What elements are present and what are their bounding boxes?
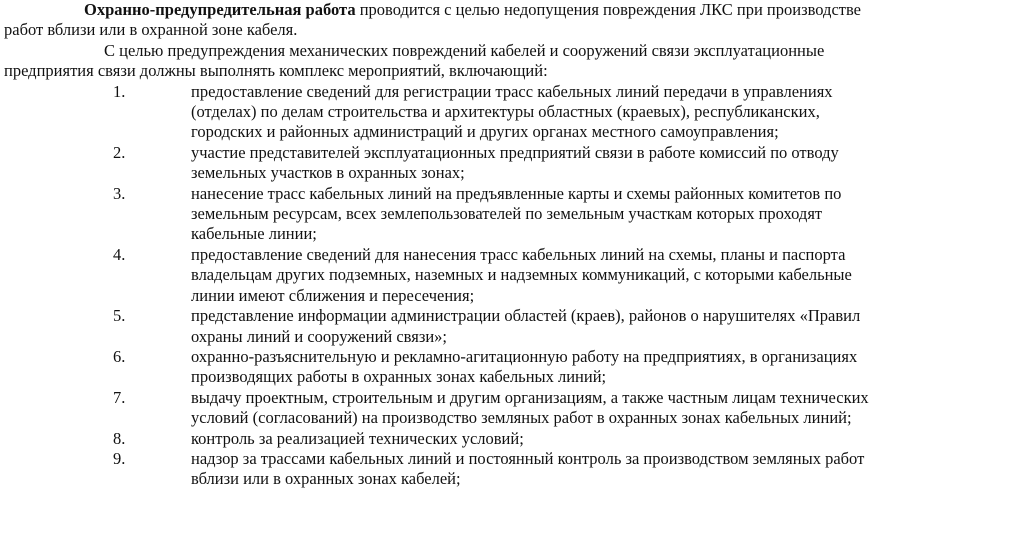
list-item-number: 8. <box>113 428 126 448</box>
intro-paragraph <box>0 0 1012 41</box>
list-item-line: земельным ресурсам, всех землепользователей по земельным участкам которых проходят <box>191 204 823 224</box>
list-item-line: вблизи или в охранных зонах кабелей; <box>191 469 461 489</box>
list-item-line: контроль за реализацией технических условий; <box>191 428 524 448</box>
list-item-text <box>191 306 1012 347</box>
list-item-line: кабельные линии; <box>191 224 317 244</box>
list-item-line: линии имеют сближения и пересечения; <box>191 285 475 305</box>
intro-line-1 <box>4 0 1012 20</box>
list-item-text <box>191 449 1012 490</box>
list-item-number: 2. <box>113 142 126 162</box>
list-item <box>0 347 1012 388</box>
intro-line-2: работ вблизи или в охранной зоне кабеля. <box>4 20 298 40</box>
measures-line-1: С целью предупреждения механических повреждений кабелей и сооружений связи эксплуатационные <box>104 40 825 60</box>
list-item-line: представление информации администрации областей (краев), районов о нарушителях «Правил <box>191 306 861 326</box>
intro-line-1-rest: проводится с целью недопущения повреждения ЛКС при производстве <box>355 0 862 19</box>
list-item-line: предоставление сведений для регистрации трасс кабельных линий передачи в управлениях <box>191 81 833 101</box>
list-item-text <box>191 388 1012 429</box>
list-item-number: 5. <box>113 306 126 326</box>
list-item <box>0 143 1012 184</box>
list-item-line: предоставление сведений для нанесения трасс кабельных линий на схемы, планы и паспорта <box>191 244 846 264</box>
list-item-text <box>191 82 1012 143</box>
list-item-line: охранно-разъяснительную и рекламно-агитационную работу на предприятиях, в организациях <box>191 346 858 366</box>
list-item-text <box>191 429 1012 449</box>
list-item-text <box>191 184 1012 245</box>
list-item-text <box>191 347 1012 388</box>
list-item-line: нанесение трасс кабельных линий на предъявленные карты и схемы районных комитетов по <box>191 183 842 203</box>
intro-bold-lead: Охранно-предупредительная работа <box>84 0 356 19</box>
list-item-line: владельцам других подземных, наземных и надземных коммуникаций, с которыми кабельные <box>191 265 852 285</box>
measures-line-2: предприятия связи должны выполнять комплекс мероприятий, включающий: <box>4 61 548 81</box>
list-item-number: 9. <box>113 448 126 468</box>
list-item-line: охраны линий и сооружений связи»; <box>191 326 448 346</box>
list-item <box>0 245 1012 306</box>
list-item-line: условий (согласований) на производство земляных работ в охранных зонах кабельных линий; <box>191 408 852 428</box>
list-item <box>0 306 1012 347</box>
list-item-line: выдачу проектным, строительным и другим организациям, а также частным лицам технических <box>191 387 869 407</box>
list-item-line: (отделах) по делам строительства и архитектуры областных (краевых), республиканских, <box>191 102 820 122</box>
list-item-text <box>191 245 1012 306</box>
list-item <box>0 388 1012 429</box>
list-item-line: земельных участков в охранных зонах; <box>191 163 465 183</box>
list-item <box>0 429 1012 449</box>
measures-list <box>0 82 1012 490</box>
list-item-line: городских и районных администраций и других органах местного самоуправления; <box>191 122 779 142</box>
list-item-line: участие представителей эксплуатационных предприятий связи в работе комиссий по отводу <box>191 142 839 162</box>
list-item <box>0 184 1012 245</box>
list-item-line: надзор за трассами кабельных линий и постоянный контроль за производством земляных работ <box>191 448 865 468</box>
list-item-number: 1. <box>113 81 126 101</box>
list-item-number: 3. <box>113 183 126 203</box>
list-item-line: производящих работы в охранных зонах кабельных линий; <box>191 367 607 387</box>
list-item-number: 6. <box>113 346 126 366</box>
list-item-number: 7. <box>113 387 126 407</box>
list-item <box>0 82 1012 143</box>
list-item-text <box>191 143 1012 184</box>
measures-paragraph <box>0 41 1012 82</box>
list-item <box>0 449 1012 490</box>
list-item-number: 4. <box>113 244 126 264</box>
